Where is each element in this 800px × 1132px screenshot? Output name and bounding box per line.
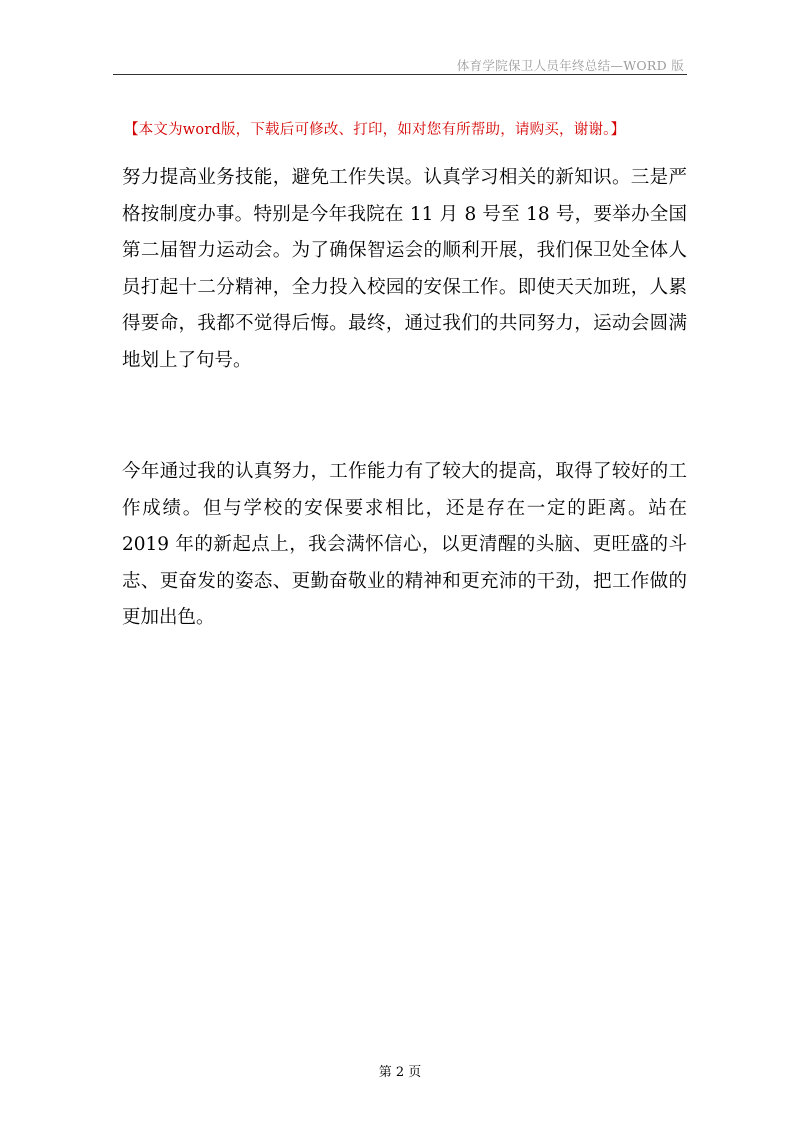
document-header-title: 体育学院保卫人员年终总结—WORD 版	[456, 58, 684, 73]
page-number: 第 2 页	[378, 1065, 422, 1080]
header-divider	[113, 74, 687, 75]
download-notice: 【本文为word版，下载后可修改、打印，如对您有所帮助，请购买，谢谢。】	[124, 122, 626, 138]
body-paragraph-1: 努力提高业务技能，避免工作失误。认真学习相关的新知识。三是严格按制度办事。特别是今年我院在 11 月 8 号至 18 号，要举办全国第二届智力运动会。为了确保智运会的顺利开展，我们保卫处全体人员打起十二分精神，全力投入校园的安保工作。即使天天加班，人累得要命，我都不觉得后悔。最终，通过我们的共同努力，运动会圆满地划上了句号。	[122, 167, 687, 371]
body-paragraph-2: 今年通过我的认真努力，工作能力有了较大的提高，取得了较好的工作成绩。但与学校的安保要求相比，还是存在一定的距离。站在 2019 年的新起点上，我会满怀信心，以更清醒的头脑、更旺盛的斗志、更奋发的姿态、更勤奋敬业的精神和更充沛的干劲，把工作做的更加出色。	[122, 461, 687, 628]
